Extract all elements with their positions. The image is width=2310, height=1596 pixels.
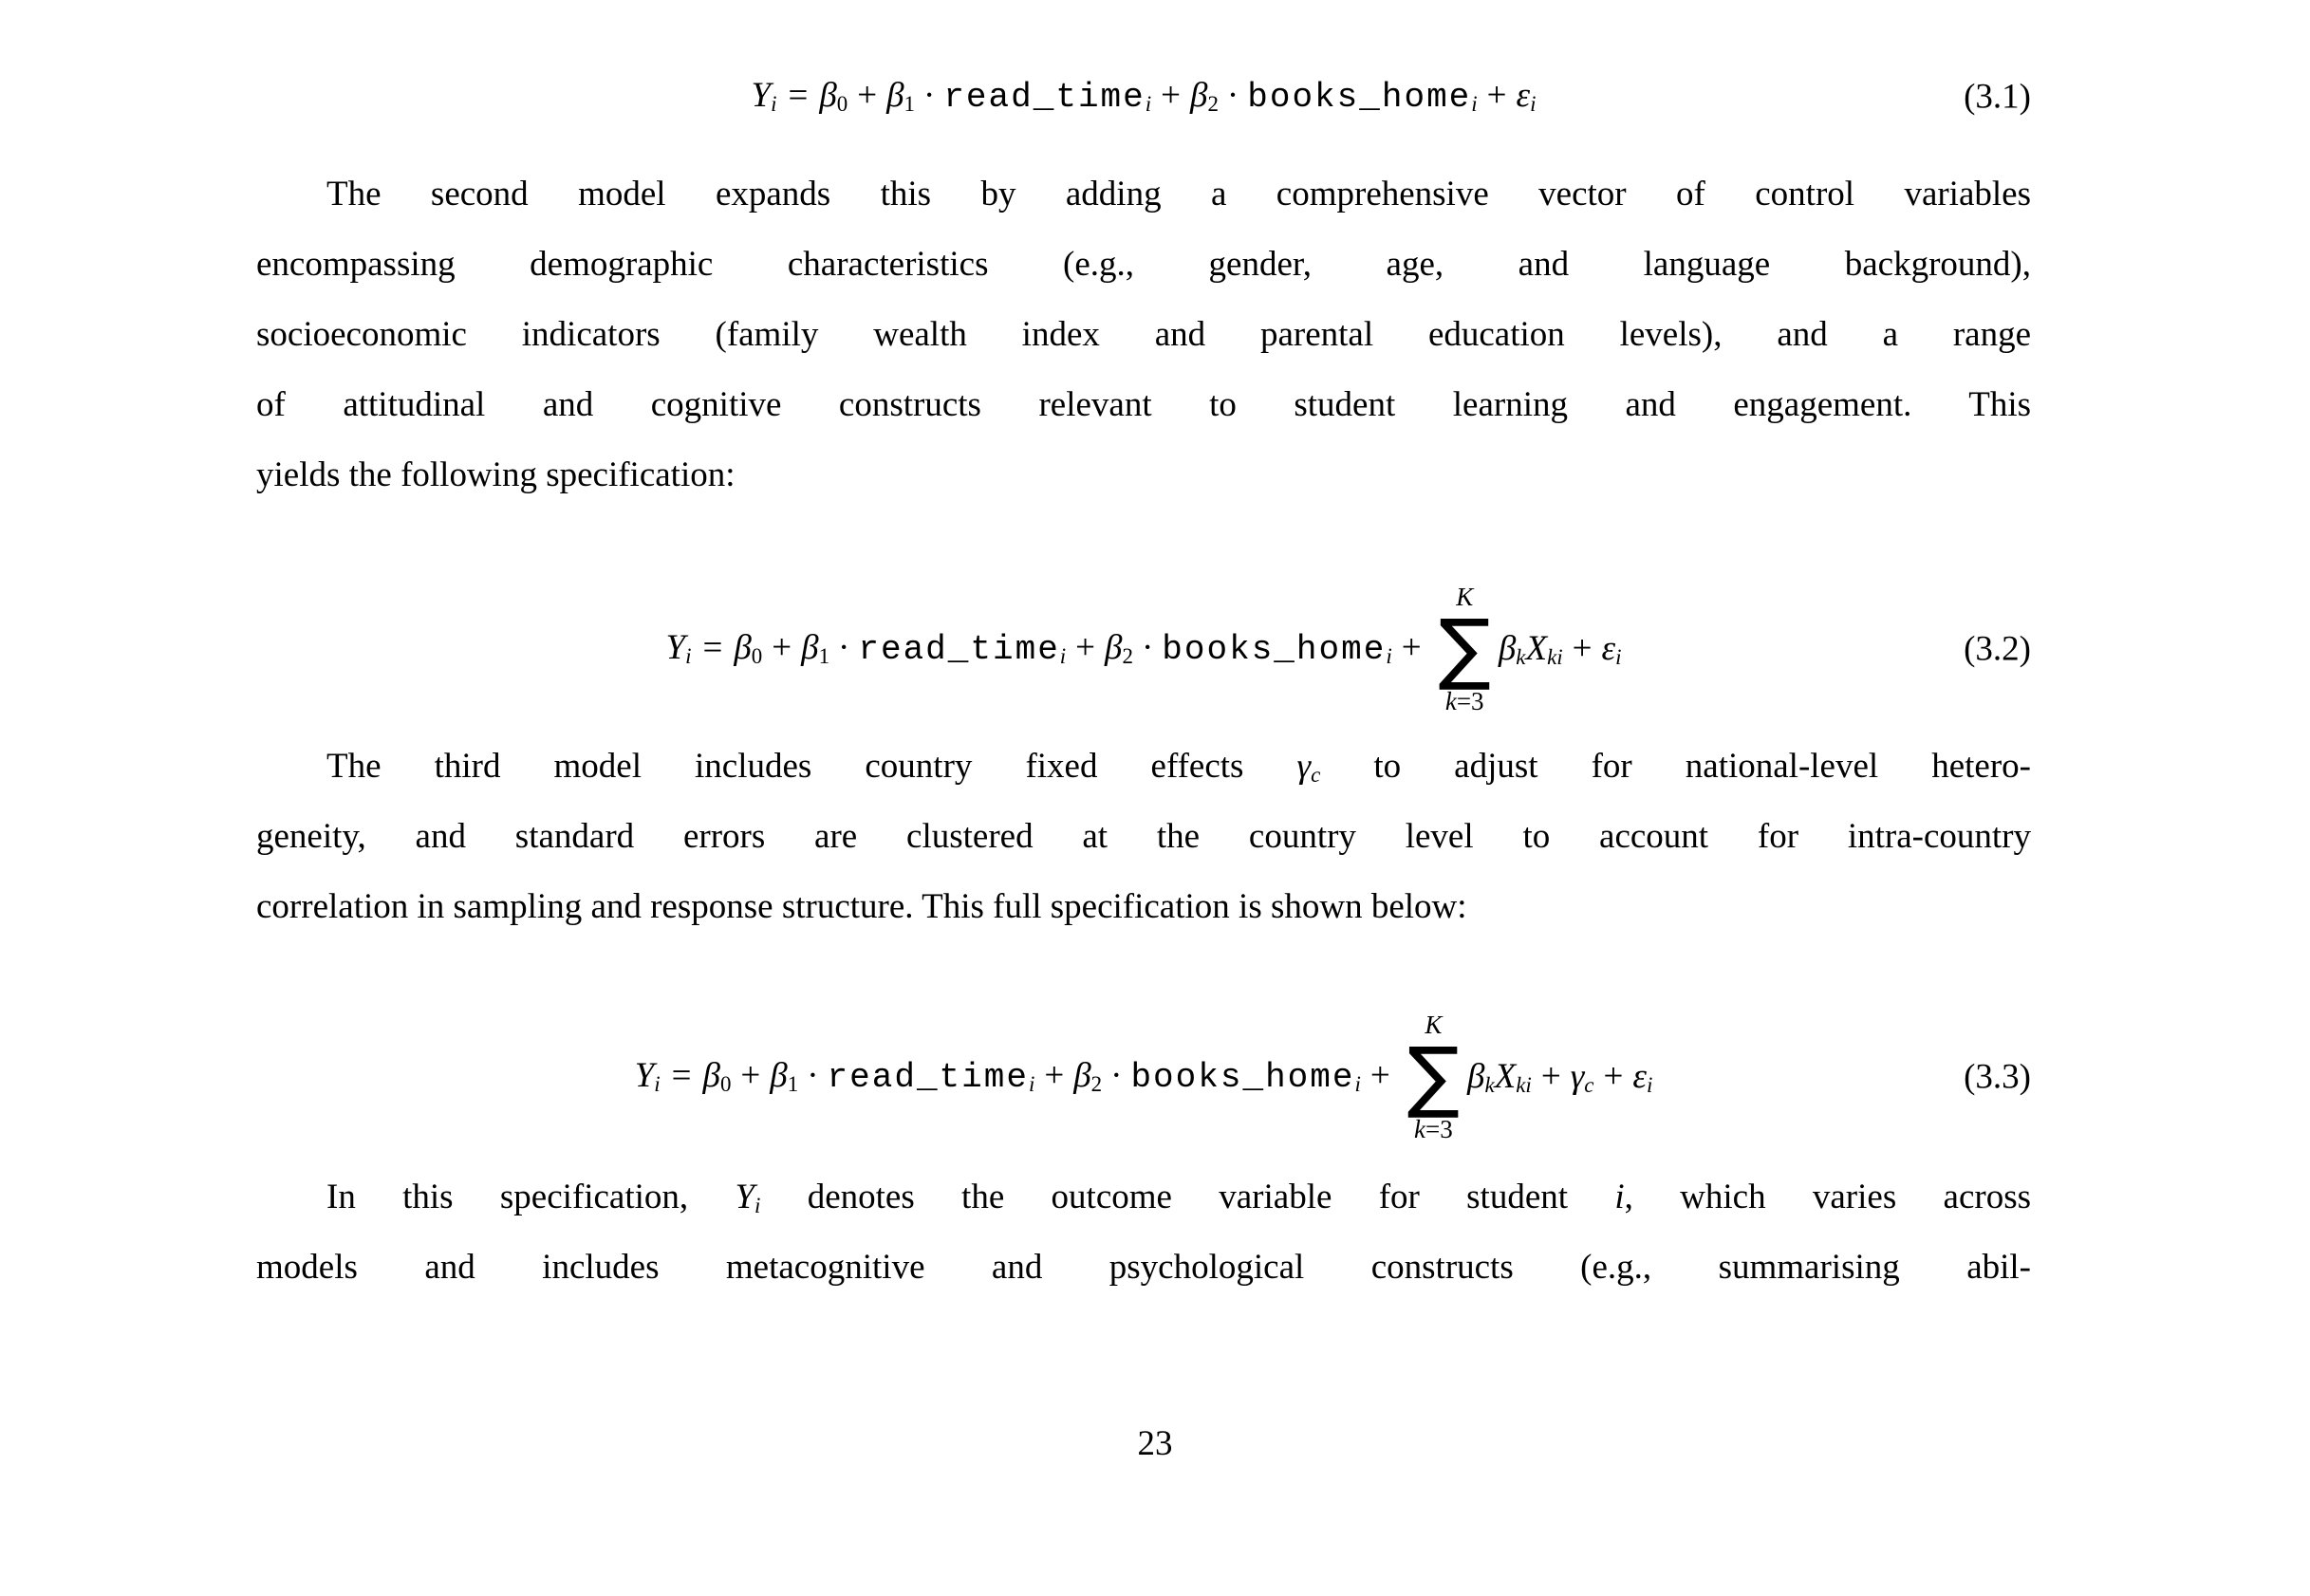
cdot-operator: · [807,1056,819,1095]
var-Y: Y [634,1056,655,1095]
sub-i: i [654,1072,661,1097]
sub-c: c [1311,763,1321,788]
text-line: encompassing demographic characteristics (e.g., gender, age, and language background), [256,245,2031,284]
sub-0: 0 [719,1072,732,1097]
equation-tag: (3.2) [1964,629,2031,669]
equation-tag: (3.3) [1964,1057,2031,1097]
sub-2: 2 [1090,1072,1103,1097]
plus-sign: + [1075,628,1096,667]
cdot-operator: · [838,628,850,667]
sum-lower-limit [1445,686,1484,716]
paragraph-specification-notes [256,1162,2031,1303]
sum-upper-limit: K [1425,1011,1443,1039]
var-books-home: books_home [1130,1058,1355,1097]
equals-sign: = [788,76,809,115]
var-beta: β [734,628,752,667]
sub-i: i [1646,1073,1653,1098]
plus-sign: + [1486,76,1507,115]
sub-2: 2 [1122,644,1133,669]
sub-i: i [1059,644,1067,669]
var-beta: β [1105,628,1123,667]
var-books-home: books_home [1247,78,1472,117]
var-epsilon: ε [1632,1057,1647,1096]
text-line: yields the following specification: [256,455,736,494]
sub-c: c [1584,1073,1594,1098]
var-read-time: read_time [827,1058,1029,1097]
text-line [256,1162,2031,1233]
var-books-home: books_home [1162,630,1387,669]
sub-i: i [685,644,692,669]
var-epsilon: ε [1516,76,1531,115]
plus-sign: + [1369,1056,1390,1095]
var-i: i [1614,1178,1625,1216]
text-line: correlation in sampling and response structure. This full specification is shown below: [256,887,1467,926]
var-beta: β [702,1056,720,1095]
plus-sign: + [1044,1056,1065,1095]
sub-i: i [771,92,777,117]
sub-i: i [754,1194,761,1218]
equals-three: =3 [1425,1115,1453,1143]
var-Y: Y [751,76,772,115]
plus-sign: + [1540,1057,1561,1096]
paragraph-third-model [256,732,2031,942]
sub-ki: ki [1516,1073,1532,1098]
sum-upper-limit: K [1456,583,1474,611]
text-segment: In this specification, [326,1178,736,1216]
var-beta: β [801,628,819,667]
var-Y: Y [735,1178,755,1216]
sub-i: i [1028,1072,1035,1097]
var-beta: β [1073,1056,1091,1095]
summation [1439,582,1491,716]
text-segment: to adjust for national-level hetero- [1320,747,2032,786]
equation-tag: (3.1) [1964,77,2031,117]
plus-sign: + [857,76,878,115]
plus-sign: + [1572,629,1593,668]
text-segment: The third model includes country fixed effects [326,747,1297,786]
var-beta: β [770,1056,788,1095]
var-X: X [1525,629,1548,668]
equals-sign: = [702,628,723,667]
cdot-operator: · [923,76,936,115]
text-segment: , which varies across [1624,1178,2031,1216]
var-gamma: γ [1570,1057,1585,1096]
plus-sign: + [740,1056,761,1095]
equals-sign: = [671,1056,692,1095]
paragraph-second-model [256,159,2031,510]
text-segment: denotes the outcome variable for student [760,1178,1615,1216]
sub-i: i [1354,1072,1361,1097]
sub-k: k [1516,645,1526,670]
var-beta: β [1467,1057,1485,1096]
var-Y: Y [665,628,686,667]
equation-3-1 [256,57,2031,137]
var-beta: β [819,76,837,115]
sub-0: 0 [751,644,763,669]
summation [1407,1010,1460,1144]
summation-symbol: ∑ [1438,603,1491,694]
sub-1: 1 [787,1072,799,1097]
plus-sign: + [1161,76,1182,115]
equation-3-3-left [635,1049,1400,1104]
sub-i: i [1615,645,1622,670]
sub-1: 1 [904,92,915,117]
plus-sign: + [1603,1057,1624,1096]
text-line [256,732,2031,802]
text-line: The second model expands this by adding a comprehensive vector of control variables [326,175,2031,213]
sub-i: i [1530,92,1537,117]
var-k: k [1414,1115,1425,1143]
summation-symbol: ∑ [1406,1031,1461,1122]
var-beta: β [886,76,904,115]
text-line: models and includes metacognitive and psychological constructs (e.g., summarising abil- [256,1248,2031,1287]
sub-i: i [1145,92,1152,117]
sub-2: 2 [1207,92,1219,117]
var-gamma: γ [1296,747,1312,786]
sub-i: i [1471,92,1478,117]
page-number: 23 [1137,1424,1173,1463]
equation-3-3 [256,982,2031,1172]
plus-sign: + [772,628,792,667]
equation-3-1-body [751,69,1536,124]
var-read-time: read_time [943,78,1146,117]
sub-1: 1 [818,644,830,669]
sub-0: 0 [836,92,848,117]
plus-sign: + [1401,628,1422,667]
var-read-time: read_time [858,630,1060,669]
var-beta: β [1498,629,1517,668]
equals-three: =3 [1456,687,1484,715]
var-k: k [1444,687,1457,715]
equation-3-3-right [1467,1050,1652,1104]
equation-3-2 [256,554,2031,744]
text-line: socioeconomic indicators (family wealth index and parental education levels), and a range [256,315,2031,354]
var-epsilon: ε [1601,629,1616,668]
cdot-operator: · [1226,76,1239,115]
var-beta: β [1190,76,1208,115]
sub-i: i [1386,644,1392,669]
text-line: geneity, and standard errors are clustered at the country level to account for intra-country [256,817,2031,856]
cdot-operator: · [1141,628,1154,667]
cdot-operator: · [1110,1056,1123,1095]
sub-k: k [1484,1073,1495,1098]
sub-ki: ki [1547,645,1563,670]
equation-3-2-left [666,622,1431,677]
sum-lower-limit [1414,1114,1453,1144]
var-X: X [1494,1057,1517,1096]
equation-3-2-right [1499,622,1622,676]
text-line: of attitudinal and cognitive constructs relevant to student learning and engagement. This [256,385,2031,424]
